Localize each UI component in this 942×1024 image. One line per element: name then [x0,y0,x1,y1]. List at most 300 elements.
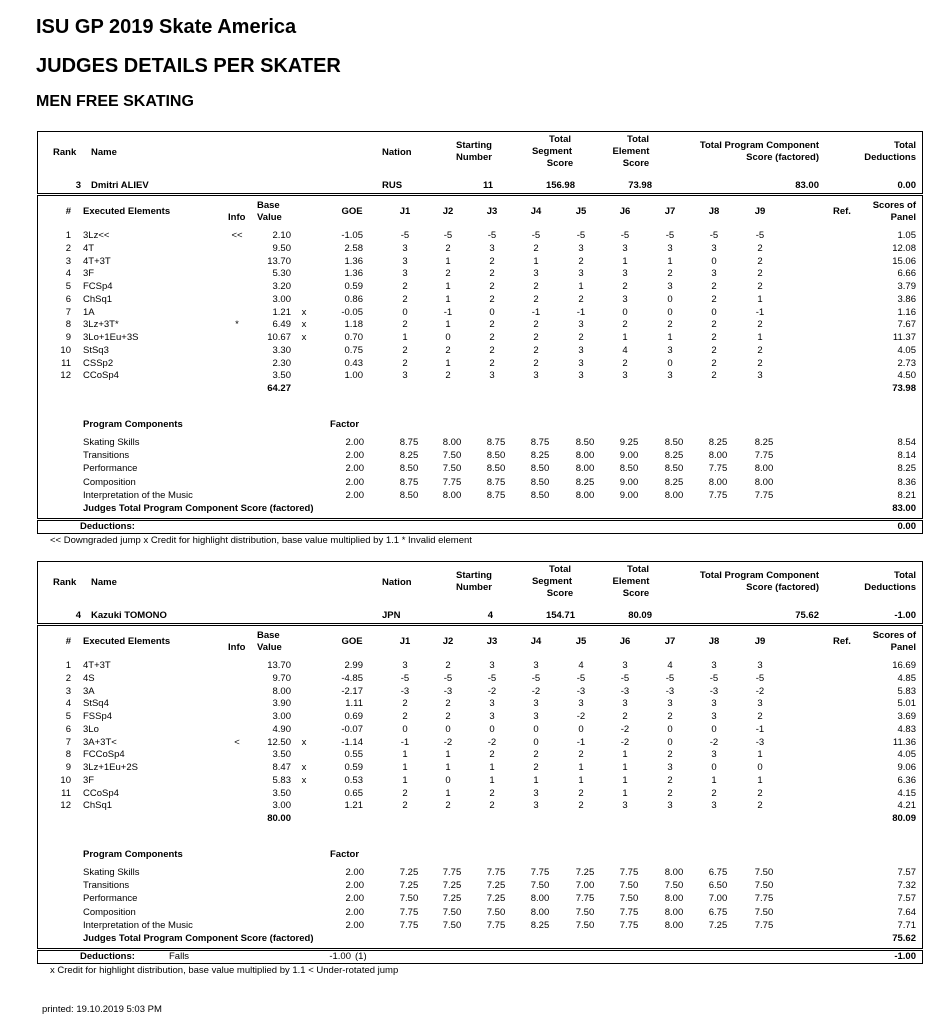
element-judge-score: 3 [489,370,495,382]
element-judge-score: 3 [757,660,763,671]
element-judge-score: 2 [578,800,584,812]
element-judge-score: 2 [533,319,539,331]
element-judge-score: -5 [709,230,719,241]
element-judge-score: 1 [445,787,451,799]
element-judge-score: 3 [667,800,673,812]
col-header-goe: GOE [341,636,363,647]
col-header-tss: Total [549,564,571,575]
element-panel-score: 5.83 [897,685,916,697]
col-header-nation: Nation [382,577,412,588]
component-judge-score: 7.25 [486,880,506,892]
element-judge-score: -1 [576,736,586,748]
element-judge-score: 3 [757,698,763,710]
deduction-count: (1) [355,951,367,962]
element-judge-score: 3 [711,711,717,722]
element-judge-score: 2 [489,268,495,280]
element-panel-score: 1.05 [897,230,916,241]
element-judge-score: 0 [445,723,451,735]
col-header-ref: Ref. [833,206,851,217]
element-judge-score: -5 [576,230,586,241]
element-judge-score: 0 [578,723,584,735]
element-judge-score: 2 [402,711,408,722]
col-header-judge: J5 [575,636,587,647]
element-base-value: 13.70 [267,660,291,671]
col-header-tes: Element [612,146,650,157]
element-base-value: 3.30 [272,344,291,356]
component-judge-score: 8.50 [530,476,550,488]
component-judge-score: 8.00 [754,476,774,488]
element-judge-score: 3 [622,800,628,812]
element-name: FCCoSp4 [83,749,125,761]
element-judge-score: 1 [757,749,763,761]
skater-pcs: 75.62 [795,610,819,621]
element-judge-score: 3 [667,370,673,382]
element-judge-score: 3 [578,319,584,331]
element-number: 7 [65,736,71,748]
element-number: 8 [65,319,71,331]
element-judge-score: -5 [443,672,453,684]
element-judge-score: -1 [755,306,765,318]
component-panel-score: 7.64 [897,906,916,918]
element-judge-score: 0 [757,762,763,773]
skater-rank: 3 [75,180,81,191]
component-factor: 2.00 [345,906,364,918]
element-judge-score: 3 [578,698,584,710]
col-header-starting: Starting [456,140,492,151]
element-judge-score: 3 [622,242,628,254]
skater-tss: 156.98 [545,180,575,191]
element-judge-score: 3 [489,698,495,710]
component-name: Composition [83,476,136,488]
component-judge-score: 7.75 [619,867,639,878]
element-judge-score: 2 [445,660,451,671]
element-goe: 0.53 [344,774,363,786]
component-panel-score: 7.32 [897,880,916,892]
element-name: 3F [83,774,95,786]
element-panel-score: 11.36 [892,736,916,748]
element-judge-score: 3 [533,370,539,382]
component-judge-score: 8.75 [399,437,419,448]
component-judge-score: 7.25 [486,893,506,905]
col-header-nation: Nation [382,147,412,158]
component-judge-score: 8.50 [664,463,684,475]
element-base-value: 1.21 [272,306,291,318]
component-judge-score: 7.50 [754,880,774,892]
element-name: FCSp4 [83,281,113,292]
col-header-num: # [65,636,71,647]
col-header-judge: J2 [442,636,454,647]
element-number: 1 [65,230,71,241]
component-factor: 2.00 [345,463,364,475]
element-judge-score: 1 [445,319,451,331]
element-goe: 1.11 [345,698,363,710]
element-judge-score: 3 [402,268,408,280]
col-header-number: Number [456,582,492,593]
component-judge-score: 7.75 [575,893,595,905]
element-judge-score: 0 [667,306,673,318]
element-judge-score: 1 [622,787,628,799]
element-goe: 1.00 [344,370,363,382]
element-name: 3A [83,685,95,697]
element-panel-score: 6.36 [897,774,916,786]
element-judge-score: 3 [622,370,628,382]
element-base-value: 3.50 [272,749,291,761]
component-judge-score: 9.00 [619,489,639,501]
element-judge-score: 1 [622,332,628,343]
element-base-value: 12.50 [267,736,291,748]
component-judge-score: 7.50 [575,919,595,931]
element-judge-score: 2 [667,268,673,280]
element-bonus-flag: x [301,774,307,786]
element-judge-score: 2 [489,332,495,343]
element-judge-score: 2 [489,787,495,799]
element-goe: -0.07 [341,723,363,735]
skater-name: Kazuki TOMONO [91,610,167,621]
element-judge-score: 2 [402,319,408,331]
element-judge-score: 2 [757,800,763,812]
element-name: FSSp4 [83,711,113,722]
element-judge-score: 1 [578,762,584,773]
element-judge-score: 2 [489,749,495,761]
element-base-value: 9.50 [272,242,291,254]
element-panel-score: 4.05 [897,749,916,761]
component-judge-score: 7.50 [619,893,639,905]
col-header-judge: J6 [619,636,631,647]
element-judge-score: 0 [533,723,539,735]
component-judge-score: 8.75 [486,437,506,448]
element-goe: 0.43 [344,357,363,369]
skater-tes: 80.09 [628,610,652,621]
deductions-total: 0.00 [897,521,916,532]
element-judge-score: 1 [757,293,763,305]
element-panel-score: 1.16 [897,306,916,318]
element-base-value: 3.50 [272,370,291,382]
component-judge-score: 8.75 [486,489,506,501]
component-judge-score: 8.25 [530,919,550,931]
element-number: 12 [60,370,71,382]
component-judge-score: 8.00 [754,463,774,475]
element-base-value: 3.90 [272,698,291,710]
component-judge-score: 8.50 [575,437,595,448]
element-judge-score: 3 [578,370,584,382]
element-base-value: 2.10 [272,230,291,241]
element-judge-score: 1 [402,762,408,773]
col-header-info: Info [228,212,246,223]
element-judge-score: 2 [489,357,495,369]
element-judge-score: -3 [443,685,453,697]
element-judge-score: 3 [667,242,673,254]
element-judge-score: 1 [445,762,451,773]
element-goe: 0.65 [344,787,363,799]
element-judge-score: 2 [489,344,495,356]
element-judge-score: -2 [531,685,541,697]
element-judge-score: 2 [711,281,717,292]
element-number: 4 [65,698,71,710]
element-judge-score: 2 [533,332,539,343]
element-judge-score: 3 [402,255,408,267]
col-header-ded: Deductions [864,152,916,163]
component-judge-score: 7.50 [442,450,462,462]
col-header-tes: Element [612,576,650,587]
col-header-tss: Score [546,158,574,169]
col-header-num: # [65,206,71,217]
element-judge-score: 0 [402,723,408,735]
element-judge-score: 2 [489,255,495,267]
element-judge-score: 2 [667,711,673,722]
element-judge-score: 3 [533,660,539,671]
element-goe: 1.36 [344,255,363,267]
component-judge-score: 7.50 [442,463,462,475]
element-bonus-flag: x [301,762,307,773]
component-judge-score: 7.75 [754,489,774,501]
component-judge-score: 8.00 [664,919,684,931]
col-header-elements: Executed Elements [83,206,171,217]
col-header-judge: J9 [754,206,766,217]
element-panel-score: 15.06 [892,255,916,267]
element-judge-score: 3 [622,293,628,305]
component-judge-score: 7.50 [575,906,595,918]
element-goe: 0.55 [344,749,363,761]
component-judge-score: 7.50 [442,906,462,918]
element-judge-score: 1 [445,357,451,369]
component-name: Composition [83,906,136,918]
element-judge-score: 3 [757,370,763,382]
element-goe: -2.17 [341,685,363,697]
element-base-value: 6.49 [272,319,291,331]
element-base-value: 8.00 [272,685,291,697]
element-goe: -1.14 [341,736,363,748]
element-judge-score: 2 [533,281,539,292]
component-judge-score: 7.25 [442,893,462,905]
element-judge-score: 2 [622,319,628,331]
element-judge-score: 3 [622,698,628,710]
skater-rank: 4 [75,610,81,621]
element-judge-score: 2 [711,319,717,331]
element-name: 1A [83,306,95,318]
element-judge-score: -3 [400,685,410,697]
factor-header: Factor [330,849,360,860]
element-judge-score: 2 [445,370,451,382]
element-judge-score: 2 [667,749,673,761]
element-judge-score: 2 [622,711,628,722]
element-judge-score: 2 [757,268,763,280]
element-judge-score: -5 [443,230,453,241]
tes-total: 80.09 [892,813,916,824]
element-number: 12 [60,800,71,812]
component-judge-score: 7.75 [619,906,639,918]
element-judge-score: -3 [709,685,719,697]
deductions-label: Deductions: [80,521,135,532]
pc-header: Program Components [83,849,183,860]
col-header-base: Value [257,642,282,653]
element-judge-score: 2 [667,787,673,799]
element-goe: 1.18 [344,319,363,331]
element-judge-score: 1 [445,749,451,761]
element-judge-score: -3 [620,685,630,697]
element-name: StSq3 [83,344,109,356]
component-judge-score: 7.50 [619,880,639,892]
component-judge-score: 8.00 [664,893,684,905]
element-goe: 2.99 [344,660,363,671]
component-judge-score: 8.25 [399,450,419,462]
component-judge-score: 8.50 [399,463,419,475]
component-judge-score: 7.50 [442,919,462,931]
col-header-pcs: Score (factored) [746,582,819,593]
component-judge-score: 8.00 [530,906,550,918]
element-goe: 0.69 [344,711,363,722]
col-header-judge: J4 [530,206,542,217]
element-judge-score: -1 [531,306,541,318]
element-judge-score: -2 [709,736,719,748]
element-judge-score: 0 [667,357,673,369]
element-judge-score: 3 [667,344,673,356]
component-judge-score: 7.75 [754,893,774,905]
element-judge-score: 2 [757,242,763,254]
col-header-rank: Rank [53,147,77,158]
element-judge-score: 2 [402,787,408,799]
element-judge-score: -2 [620,723,630,735]
col-header-judge: J9 [754,636,766,647]
element-judge-score: 1 [402,332,408,343]
component-name: Performance [83,893,138,905]
component-judge-score: 7.50 [754,867,774,878]
component-judge-score: 8.25 [530,450,550,462]
col-header-base: Base [257,200,280,211]
element-judge-score: 2 [402,800,408,812]
element-judge-score: 0 [533,736,539,748]
element-judge-score: 2 [402,344,408,356]
col-header-ref: Ref. [833,636,851,647]
component-judge-score: 9.00 [619,476,639,488]
component-panel-score: 8.25 [897,463,916,475]
component-judge-score: 7.75 [442,476,462,488]
component-judge-score: 7.25 [708,919,728,931]
element-judge-score: 2 [757,319,763,331]
element-name: 3Lz+1Eu+2S [83,762,138,773]
col-header-starting: Starting [456,570,492,581]
printed-timestamp: printed: 19.10.2019 5:03 PM [42,1004,162,1015]
element-panel-score: 2.73 [897,357,916,369]
component-judge-score: 8.75 [486,476,506,488]
component-factor: 2.00 [345,437,364,448]
skater-panel [0,131,942,555]
pc-header: Program Components [83,419,183,430]
element-judge-score: -5 [487,672,497,684]
col-header-ded: Total [894,570,916,581]
element-judge-score: -5 [400,672,410,684]
element-judge-score: -5 [620,230,630,241]
element-judge-score: 2 [667,319,673,331]
element-judge-score: 3 [533,711,539,722]
component-judge-score: 7.50 [664,880,684,892]
element-judge-score: 4 [622,344,628,356]
col-header-pcs: Score (factored) [746,152,819,163]
base-value-total: 80.00 [267,813,291,824]
element-judge-score: 2 [667,774,673,786]
col-header-base: Value [257,212,282,223]
col-header-panel: Panel [890,642,916,653]
element-bonus-flag: x [301,332,307,343]
element-name: CCoSp4 [83,370,119,382]
element-info: << [231,230,243,241]
element-judge-score: 0 [711,255,717,267]
element-panel-score: 9.06 [897,762,916,773]
element-judge-score: -2 [487,736,497,748]
component-judge-score: 7.75 [708,489,728,501]
element-judge-score: 2 [622,357,628,369]
element-goe: -0.05 [341,306,363,318]
element-judge-score: -5 [531,672,541,684]
element-base-value: 5.30 [272,268,291,280]
element-number: 3 [65,685,71,697]
skater-panel [0,561,942,985]
element-goe: 0.59 [344,762,363,773]
element-judge-score: 2 [489,800,495,812]
element-judge-score: -2 [576,711,586,722]
component-judge-score: 8.50 [399,489,419,501]
element-judge-score: 3 [578,268,584,280]
component-name: Transitions [83,450,130,462]
element-number: 1 [65,660,71,671]
element-judge-score: 3 [711,749,717,761]
element-judge-score: 1 [445,255,451,267]
element-judge-score: 2 [757,281,763,292]
element-goe: 0.75 [344,344,363,356]
component-judge-score: 7.25 [399,880,419,892]
element-judge-score: -1 [755,723,765,735]
element-judge-score: -5 [487,230,497,241]
element-number: 7 [65,306,71,318]
deductions-box [37,520,923,534]
base-value-total: 64.27 [267,383,291,394]
element-number: 2 [65,672,71,684]
element-judge-score: 3 [667,281,673,292]
element-panel-score: 3.86 [897,293,916,305]
element-judge-score: 3 [622,268,628,280]
element-judge-score: 3 [533,698,539,710]
element-name: CCoSp4 [83,787,119,799]
component-panel-score: 8.54 [897,437,916,448]
component-factor: 2.00 [345,489,364,501]
component-panel-score: 8.36 [897,476,916,488]
element-judge-score: 2 [711,357,717,369]
col-header-name: Name [91,147,117,158]
element-judge-score: -2 [620,736,630,748]
element-base-value: 3.00 [272,293,291,305]
component-judge-score: 7.00 [575,880,595,892]
skater-nation: JPN [382,610,401,621]
element-judge-score: -1 [576,306,586,318]
element-judge-score: -1 [443,306,453,318]
component-panel-score: 7.57 [897,893,916,905]
deductions-total: -1.00 [894,951,916,962]
element-judge-score: -5 [665,230,675,241]
element-name: 4T [83,242,95,254]
element-judge-score: 1 [711,774,717,786]
component-panel-score: 8.14 [897,450,916,462]
element-judge-score: 3 [489,660,495,671]
element-judge-score: -5 [665,672,675,684]
element-judge-score: 0 [445,332,451,343]
component-judge-score: 8.25 [708,437,728,448]
element-judge-score: 2 [445,268,451,280]
element-base-value: 5.83 [272,774,291,786]
element-judge-score: 3 [533,268,539,280]
col-header-judge: J3 [486,206,498,217]
component-judge-score: 8.00 [530,893,550,905]
element-judge-score: 0 [711,723,717,735]
component-judge-score: 8.00 [575,450,595,462]
